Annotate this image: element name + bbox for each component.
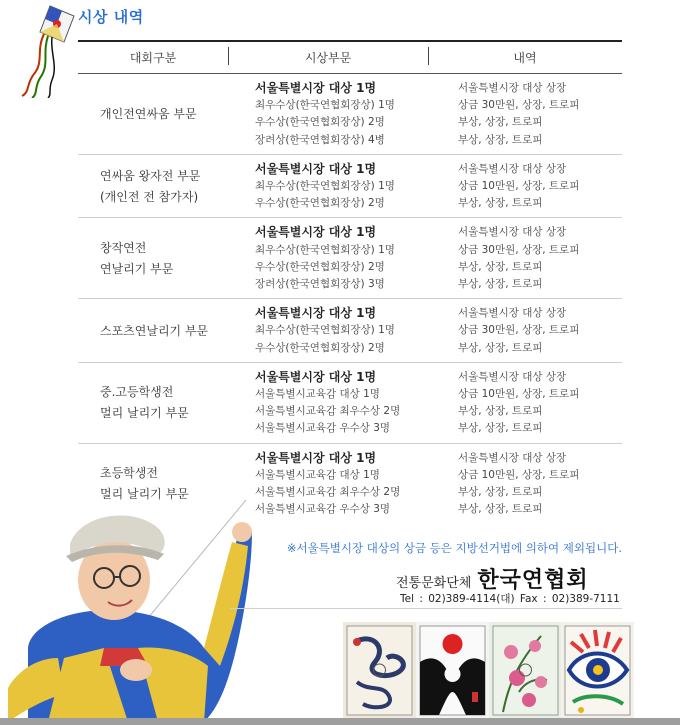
row-details — [458, 369, 622, 438]
row-details — [458, 80, 622, 149]
award-line: 서울특별시장 대상 1명 — [255, 306, 377, 321]
eye-kite — [561, 622, 634, 719]
kite-icon — [14, 2, 76, 98]
detail-line: 부상, 상장, 트로피 — [458, 486, 543, 499]
row-details — [458, 450, 622, 519]
detail-line: 부상, 상장, 트로피 — [458, 503, 543, 516]
detail-line: 부상, 상장, 트로피 — [458, 341, 543, 354]
page-title: 시상 내역 — [78, 8, 144, 26]
row-category — [78, 305, 255, 357]
table-row — [78, 218, 622, 299]
table-row — [78, 299, 622, 363]
award-line: 우수상(한국연협회장상) 2명 — [255, 341, 385, 354]
award-line: 장려상(한국연협회장상) 3명 — [255, 278, 385, 291]
detail-line: 부상, 상장, 트로피 — [458, 422, 543, 435]
award-line: 서울특별시교육감 우수상 3명 — [255, 503, 391, 516]
category-line: 연날리기 부문 — [100, 261, 174, 276]
detail-line: 부상, 상장, 트로피 — [458, 116, 543, 129]
category-line: 연싸움 왕자전 부문 — [100, 168, 201, 183]
row-awards — [255, 305, 458, 357]
table-header — [78, 40, 622, 74]
category-line: 초등학생전 — [100, 466, 158, 481]
divider — [230, 608, 622, 609]
table-row — [78, 155, 622, 219]
notice-text: ※서울특별시장 대상의 상금 등은 지방선거법에 의하여 제외됩니다. — [286, 541, 622, 555]
detail-line: 부상, 상장, 트로피 — [458, 260, 543, 273]
awards-table — [78, 40, 622, 523]
detail-line: 상금 10만원, 상장, 트로피 — [458, 468, 580, 481]
award-line: 서울특별시교육감 최우수상 2명 — [255, 405, 401, 418]
detail-line: 서울특별시장 대상 상장 — [458, 162, 567, 175]
award-line: 서울특별시장 대상 1명 — [255, 161, 377, 176]
award-line: 우수상(한국연협회장상) 2명 — [255, 197, 385, 210]
award-line: 최우수상(한국연협회장상) 1명 — [255, 324, 395, 337]
row-awards — [255, 450, 458, 519]
detail-line: 상금 10만원, 상장, 트로피 — [458, 388, 580, 401]
award-line: 최우수상(한국연협회장상) 1명 — [255, 180, 395, 193]
detail-line: 상금 30만원, 상장, 트로피 — [458, 324, 580, 337]
header-details: 내역 — [428, 49, 622, 66]
organization-name — [396, 563, 589, 594]
detail-line: 부상, 상장, 트로피 — [458, 197, 543, 210]
category-line: 중.고등학생전 — [100, 385, 174, 400]
award-line: 우수상(한국연협회장상) 2명 — [255, 260, 385, 273]
award-line: 최우수상(한국연협회장상) 1명 — [255, 243, 395, 256]
bottom-bar — [0, 718, 680, 725]
award-line: 서울특별시장 대상 1명 — [255, 369, 377, 384]
detail-line: 서울특별시장 대상 상장 — [458, 307, 567, 320]
boy-illustration — [8, 498, 258, 722]
dragon-kite — [343, 622, 416, 719]
row-awards — [255, 161, 458, 213]
row-awards — [255, 369, 458, 438]
award-line: 서울특별시교육감 대상 1명 — [255, 388, 380, 401]
award-line: 서울특별시장 대상 1명 — [255, 81, 377, 95]
kite-gallery — [343, 622, 634, 719]
detail-line: 상금 30만원, 상장, 트로피 — [458, 99, 580, 112]
award-line: 서울특별시교육감 대상 1명 — [255, 468, 380, 481]
category-line: 멀리 날리기 부문 — [100, 406, 189, 421]
bangpae-kite — [416, 622, 489, 719]
row-category — [78, 369, 255, 438]
category-line: (개인전 전 참가자) — [100, 189, 199, 204]
org-prefix: 전통문화단체 — [396, 576, 472, 591]
category-line: 스포츠연날리기 부문 — [100, 323, 209, 338]
row-awards — [255, 80, 458, 149]
detail-line: 부상, 상장, 트로피 — [458, 405, 543, 418]
header-award: 시상부문 — [228, 49, 428, 66]
row-details — [458, 305, 622, 357]
table-row — [78, 363, 622, 444]
detail-line: 상금 30만원, 상장, 트로피 — [458, 243, 580, 256]
row-category — [78, 224, 255, 293]
row-category — [78, 80, 255, 149]
award-line: 서울특별시교육감 최우수상 2명 — [255, 486, 401, 499]
detail-line: 서울특별시장 대상 상장 — [458, 226, 567, 239]
award-line: 우수상(한국연협회장상) 2명 — [255, 116, 385, 129]
detail-line: 상금 10만원, 상장, 트로피 — [458, 180, 580, 193]
category-line: 개인전연싸움 부문 — [100, 106, 197, 121]
header-category: 대회구분 — [129, 51, 177, 65]
flower-kite — [489, 622, 562, 719]
org-logo-text: 한국연협회 — [477, 567, 589, 593]
award-line: 서울특별시장 대상 1명 — [255, 225, 377, 240]
row-awards — [255, 224, 458, 293]
award-line: 최우수상(한국연협회장상) 1명 — [255, 99, 395, 112]
detail-line: 서울특별시장 대상 상장 — [458, 370, 567, 383]
detail-line: 서울특별시장 대상 상장 — [458, 82, 567, 94]
table-row — [78, 74, 622, 155]
contact-info: Tel : 02)389-4114(대) Fax : 02)389-7111 — [400, 593, 620, 605]
row-category — [78, 161, 255, 213]
award-line: 서울특별시교육감 우수상 3명 — [255, 422, 391, 435]
award-line: 서울특별시장 대상 1명 — [255, 450, 377, 465]
detail-line: 부상, 상장, 트로피 — [458, 133, 543, 146]
detail-line: 서울특별시장 대상 상장 — [458, 451, 567, 464]
row-details — [458, 224, 622, 293]
category-line: 멀리 날리기 부문 — [100, 487, 189, 502]
category-line: 창작연전 — [100, 240, 147, 255]
row-details — [458, 161, 622, 213]
award-line: 장려상(한국연협회장상) 4병 — [255, 133, 385, 146]
detail-line: 부상, 상장, 트로피 — [458, 278, 543, 291]
